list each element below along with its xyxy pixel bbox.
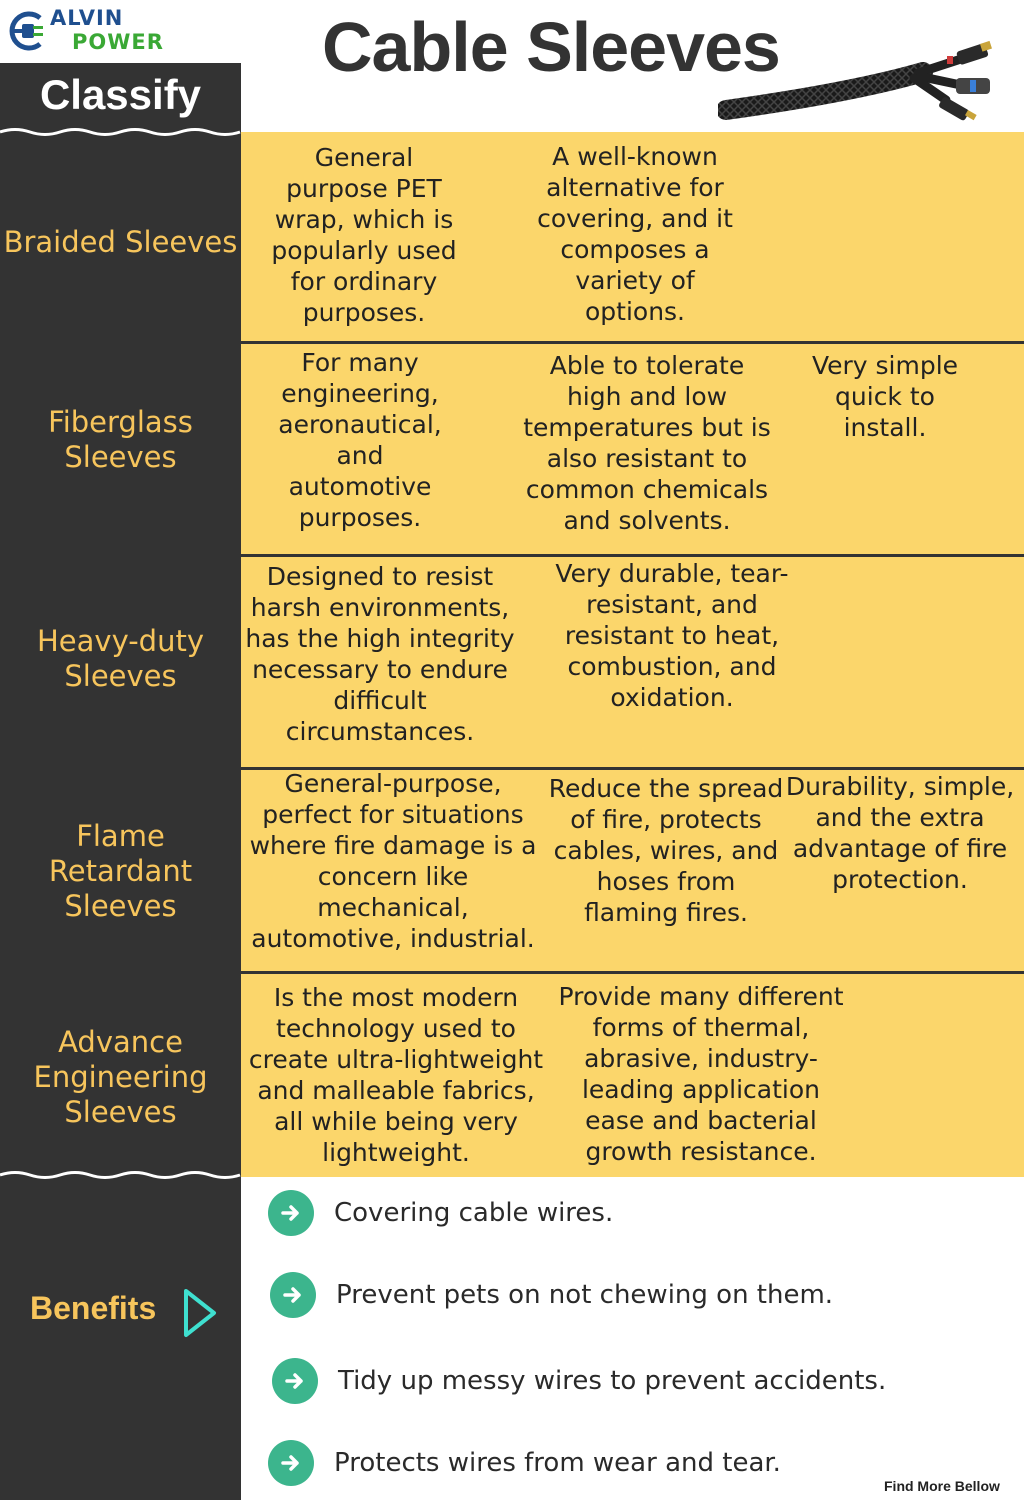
arrow-right-icon [272, 1358, 318, 1404]
cell-advance-engineering-1: Is the most modern technology used to create ultra-lightweight and malleable fabrics, all while being very lightweight. [248, 983, 544, 1167]
cell-braided-1: General purpose PET wrap, which is popularly used for ordinary purposes. [271, 143, 457, 327]
wave-divider-bottom [0, 1170, 241, 1180]
arrow-right-icon [268, 1190, 314, 1236]
cable-sleeve-image [718, 38, 1018, 128]
row-label-braided: Braided Sleeves [3, 224, 238, 259]
benefit-item [268, 1440, 781, 1486]
cell-flame-retardant-2: Reduce the spread of fire, protects cables, wires, and hoses from flaming fires. [548, 774, 784, 927]
cell-flame-retardant-1: General-purpose, perfect for situations where fire damage is a concern like mechanical, automotive, industrial. [249, 769, 537, 953]
benefits-label: Benefits [30, 1290, 157, 1326]
cell-braided-2: A well-known alternative for covering, and it composes a variety of options. [537, 142, 733, 326]
row-label-flame-retardant: Flame Retardant Sleeves [48, 818, 193, 923]
arrow-right-icon [268, 1440, 314, 1486]
play-icon [180, 1287, 220, 1339]
benefit-text: Prevent pets on not chewing on them. [336, 1280, 834, 1310]
benefit-text: Protects wires from wear and tear. [334, 1448, 781, 1478]
row-label-heavy-duty: Heavy-duty Sleeves [36, 624, 205, 693]
benefit-item [272, 1358, 886, 1404]
row-label-fiberglass: Fiberglass Sleeves [48, 405, 193, 474]
benefit-text: Tidy up messy wires to prevent accidents. [338, 1366, 887, 1396]
benefit-item [270, 1272, 833, 1318]
brand-name-line1: ALVIN [50, 6, 124, 30]
find-more-link[interactable]: Find More Bellow [884, 1478, 1000, 1494]
page-title: Cable Sleeves [322, 8, 780, 86]
cell-fiberglass-1: For many engineering, aeronautical, and automotive purposes. [278, 348, 442, 532]
arrow-right-icon [270, 1272, 316, 1318]
cell-advance-engineering-2: Provide many different forms of thermal, abrasive, industry-leading application ease and bacterial growth resistance. [558, 982, 844, 1166]
cell-heavy-duty-2: Very durable, tear-resistant, and resistant to heat, combustion, and oxidation. [555, 559, 789, 712]
plug-icon [6, 10, 48, 52]
cell-fiberglass-2: Able to tolerate high and low temperatures but is also resistant to common chemicals and solvents. [523, 351, 771, 535]
cell-flame-retardant-3: Durability, simple, and the extra advantage of fire protection. [785, 772, 1015, 894]
benefit-text: Covering cable wires. [334, 1198, 614, 1228]
cell-heavy-duty-1: Designed to resist harsh environments, has the high integrity necessary to endure difficult circumstances. [245, 562, 515, 746]
cell-fiberglass-3: Very simple quick to install. [811, 351, 959, 442]
benefit-item [268, 1190, 613, 1236]
brand-logo [6, 4, 206, 60]
wave-divider-top [0, 127, 241, 137]
brand-name-line2: POWER [72, 30, 164, 54]
row-label-advance-engineering: Advance Engineering Sleeves [33, 1024, 208, 1129]
classify-header: Classify [39, 71, 202, 118]
